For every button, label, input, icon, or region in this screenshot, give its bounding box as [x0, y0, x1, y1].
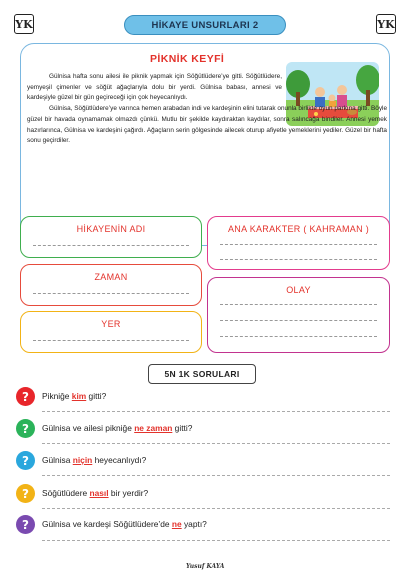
place-field-label: YER	[101, 319, 121, 329]
question-mark-icon: ?	[16, 484, 35, 503]
answer-line[interactable]	[42, 540, 390, 541]
question-2: Gülnisa ve ailesi pikniğe ne zaman gitti?	[42, 423, 193, 433]
title-field-label: HİKAYENİN ADI	[76, 224, 146, 234]
title-field[interactable]	[20, 216, 202, 258]
event-field[interactable]	[207, 277, 390, 353]
question-5: Gülnisa ve kardeşi Söğütlüdere’de ne yaptı?	[42, 519, 207, 529]
question-mark-icon: ?	[16, 451, 35, 470]
answer-line	[33, 293, 189, 294]
event-field-label: OLAY	[286, 285, 311, 295]
time-field-label: ZAMAN	[94, 272, 128, 282]
answer-line	[220, 244, 377, 245]
answer-line	[220, 304, 377, 305]
logo-left: YK	[14, 14, 34, 34]
logo-right: YK	[376, 14, 396, 34]
answer-line[interactable]	[42, 475, 390, 476]
story-title: PİKNİK KEYFİ	[150, 53, 225, 65]
answer-line	[33, 245, 189, 246]
question-mark-icon: ?	[16, 387, 35, 406]
time-field[interactable]	[20, 264, 202, 306]
question-3: Gülnisa niçin heyecanlıydı?	[42, 455, 147, 465]
answer-line	[220, 259, 377, 260]
question-4: Söğütlüdere nasıl bir yerdir?	[42, 488, 149, 498]
answer-line	[220, 320, 377, 321]
character-field-label: ANA KARAKTER ( KAHRAMAN )	[227, 224, 370, 234]
story-paragraph-1: Gülnisa hafta sonu ailesi ile piknik yapmak için Söğütlüdere’ye gitti. Söğütlüdere, yemyeşil çimenler ve söğüt ağaçlarıyla dolu bir yerdi. Gülnisa babası, annesi ve kardeşiyle güzel bir gün geçireceği için çok heyecanlıydı.	[27, 73, 282, 102]
questions-header: 5N 1K SORULARI	[148, 364, 256, 384]
place-field[interactable]	[20, 311, 202, 353]
question-mark-icon: ?	[16, 515, 35, 534]
answer-line	[33, 340, 189, 341]
page-title: HİKAYE UNSURLARI 2	[124, 15, 286, 35]
answer-line	[220, 336, 377, 337]
story-paragraph-2: Gülnisa, Söğütlüdere’ye varınca hemen arabadan indi ve kardeşinin elini tutarak onunla birlikte oyun parkına gitti. Böyle güzel bir havada oynamamak olmazdı çünkü. Mutlu bir şekilde kaydıraktan kaydılar, sonra salıncağa bindiler. Annesi yemek hazırlarınca, Gülnisa ve kardeşini çağırdı. Ağaçların serin gölgesinde ailecek oturup afiyetle yemeklerini yediler. Güzel bir hafta sonu geçirdiler.	[27, 105, 387, 145]
question-1: Pikniğe kim gitti?	[42, 391, 107, 401]
story-text	[27, 72, 387, 147]
answer-line[interactable]	[42, 443, 390, 444]
answer-line[interactable]	[42, 508, 390, 509]
question-mark-icon: ?	[16, 419, 35, 438]
footer-signature: Yusuf KAYA	[186, 563, 225, 570]
answer-line[interactable]	[42, 411, 390, 412]
character-field[interactable]	[207, 216, 390, 270]
